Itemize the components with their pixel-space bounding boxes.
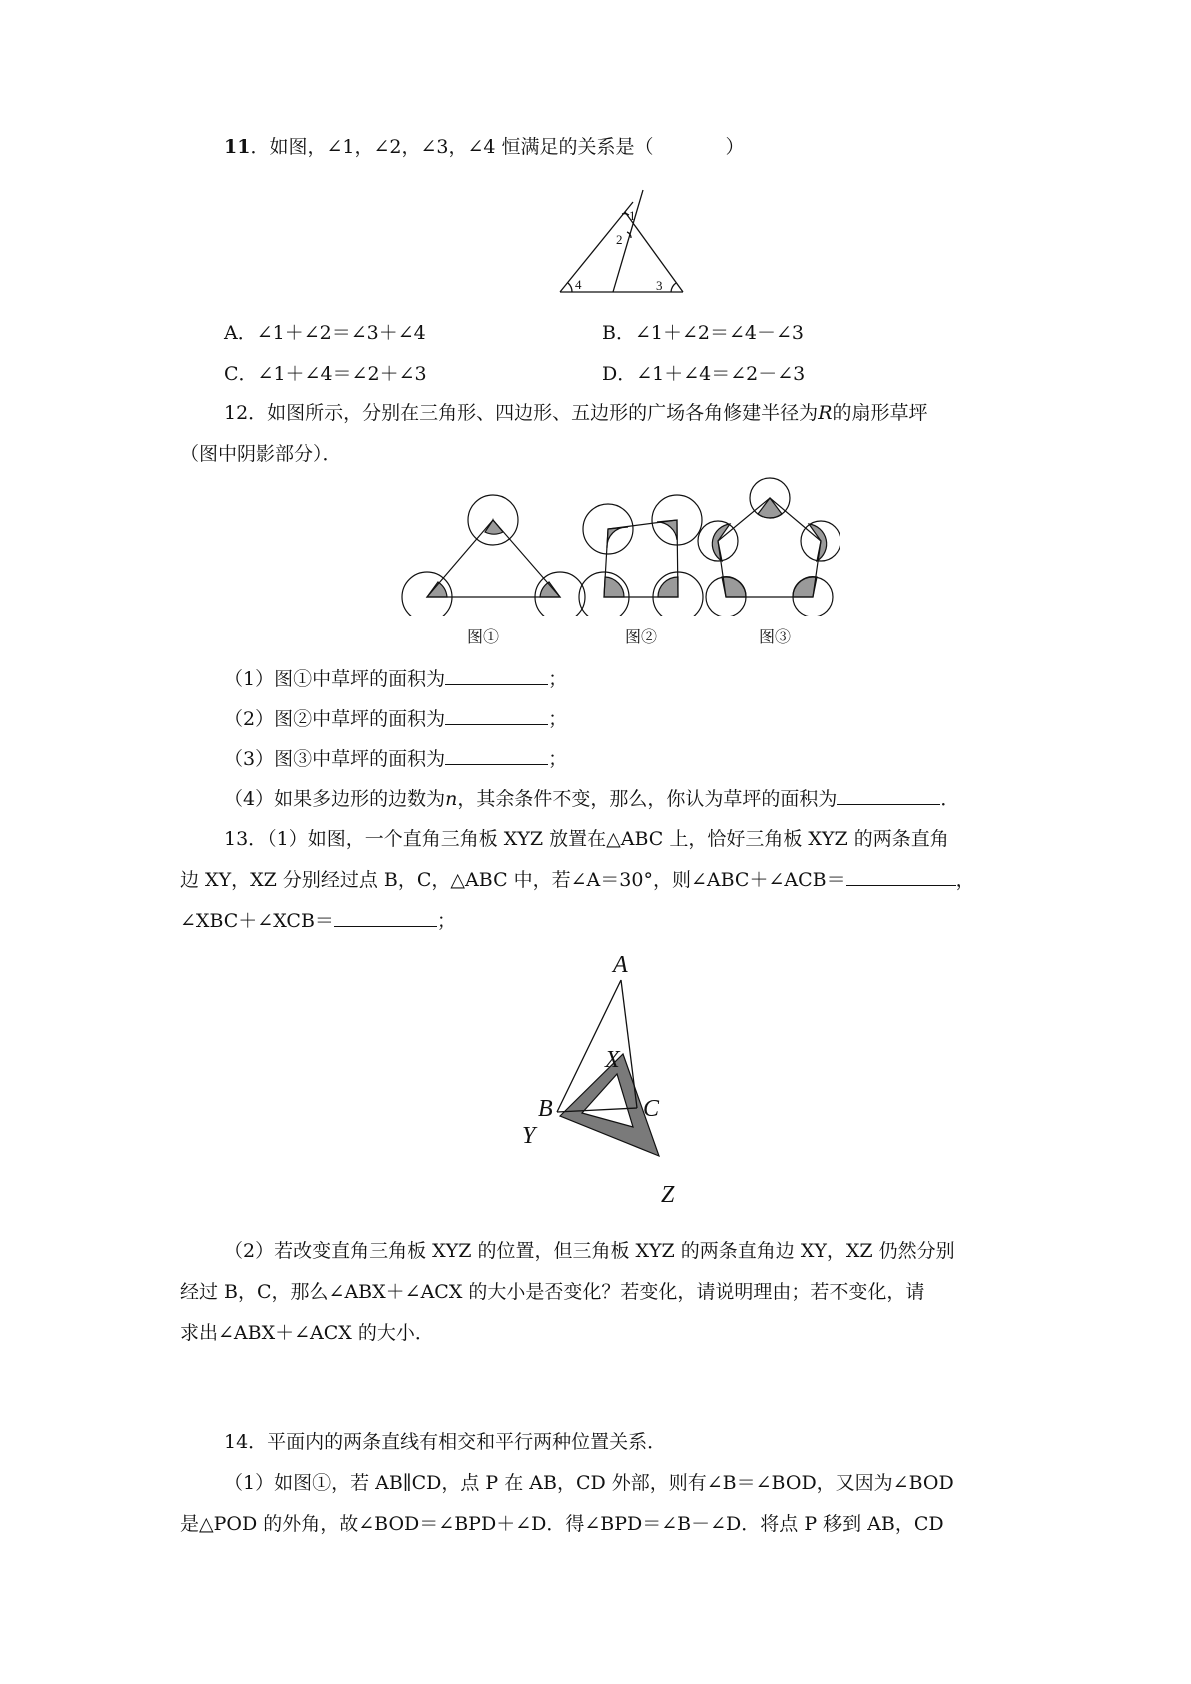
q11-option-c[interactable]: C．∠1＋∠4＝∠2＋∠3 <box>224 363 427 385</box>
q12-sub2 <box>224 706 567 732</box>
q14-line3: 是△POD 的外角，故∠BOD＝∠BPD＋∠D．得∠BPD＝∠B－∠D．将点 P 移到 AB，CD <box>180 1513 944 1535</box>
q12-sub1 <box>224 666 567 692</box>
q11-option-b[interactable]: B．∠1＋∠2＝∠4－∠3 <box>602 322 804 344</box>
q11-angle-1: 1 <box>629 208 636 223</box>
q13-blank-xbc-xcb[interactable] <box>334 908 437 927</box>
q11-figure <box>555 188 695 298</box>
q13-blank-abc-acb[interactable] <box>846 867 956 886</box>
q12-sub4-text-2: ，其余条件不变，那么，你认为草坪的面积为 <box>457 788 838 810</box>
q12-stem-line1 <box>224 400 928 426</box>
q12-var-r: R <box>818 402 833 424</box>
q13-line2-text: 边 XY，XZ 分别经过点 B，C，△ABC 中，若∠A＝30°，则∠ABC＋∠ACB＝ <box>180 869 846 891</box>
q13-semicolon: ； <box>436 910 456 932</box>
q12-stem-line2: （图中阴影部分）． <box>180 443 342 465</box>
q12-sub2-blank[interactable] <box>445 706 548 725</box>
q12-figure-2 <box>579 495 703 616</box>
q11-stem-close: ） <box>725 136 745 158</box>
q11-angle-2: 2 <box>616 232 623 247</box>
q11-stem <box>224 134 745 160</box>
q13-comma: ， <box>955 869 975 891</box>
q12-sub3-text: （3）图③中草坪的面积为 <box>224 748 446 770</box>
q12-caption-3: 图③ <box>759 627 792 646</box>
q13-label-x: X <box>605 1047 620 1073</box>
q12-sub4-period: ． <box>940 788 960 810</box>
q13-label-c: C <box>643 1096 660 1122</box>
q14-line1: 14．平面内的两条直线有相交和平行两种位置关系． <box>224 1431 667 1453</box>
q11-angle-3: 3 <box>656 278 663 293</box>
q13-line1: 13．（1）如图，一个直角三角板 XYZ 放置在△ABC 上，恰好三角板 XYZ 的两条直角 <box>224 828 949 850</box>
q11-angle-4: 4 <box>575 277 582 292</box>
q13-part2-line1: （2）若改变直角三角板 XYZ 的位置，但三角板 XYZ 的两条直角边 XY，XZ 仍然分别 <box>224 1240 955 1262</box>
q11-option-d[interactable]: D．∠1＋∠4＝∠2－∠3 <box>602 363 806 385</box>
q13-label-y: Y <box>522 1123 536 1149</box>
q12-sub4-text: （4）如果多边形的边数为 <box>224 788 446 810</box>
q12-sub2-semicolon: ； <box>548 708 568 730</box>
q13-figure <box>520 950 740 1215</box>
q11-option-a[interactable]: A．∠1＋∠2＝∠3＋∠4 <box>224 322 426 344</box>
q12-sub3-semicolon: ； <box>548 748 568 770</box>
q12-figures <box>400 476 840 616</box>
q12-sub1-blank[interactable] <box>445 666 548 685</box>
q13-line3-text: ∠XBC＋∠XCB＝ <box>180 910 334 932</box>
q12-caption-1: 图① <box>467 627 500 646</box>
q13-label-z: Z <box>661 1182 675 1208</box>
q12-caption-2: 图② <box>625 627 658 646</box>
q13-label-b: B <box>538 1096 553 1122</box>
q12-var-n: n <box>445 788 458 810</box>
q13-part2-line2: 经过 B，C，那么∠ABX＋∠ACX 的大小是否变化？若变化，请说明理由；若不变化，请 <box>180 1281 925 1303</box>
q13-label-a: A <box>613 952 628 978</box>
q12-sub2-text: （2）图②中草坪的面积为 <box>224 708 446 730</box>
q14-line2: （1）如图①，若 AB∥CD，点 P 在 AB，CD 外部，则有∠B＝∠BOD，又因为∠BOD <box>224 1472 954 1494</box>
q13-line2 <box>180 867 975 893</box>
q11-stem-text: ．如图，∠1，∠2，∠3，∠4 恒满足的关系是（ <box>250 136 654 158</box>
q12-stem-text-2: 的扇形草坪 <box>832 402 928 424</box>
q12-sub4-blank[interactable] <box>837 786 940 805</box>
q12-sub3-blank[interactable] <box>445 746 548 765</box>
q12-sub3 <box>224 746 567 772</box>
q12-sub1-text: （1）图①中草坪的面积为 <box>224 668 446 690</box>
q13-line3 <box>180 908 456 934</box>
q13-part2-line3: 求出∠ABX＋∠ACX 的大小． <box>180 1322 434 1344</box>
q12-sub4 <box>224 786 959 812</box>
q12-sub1-semicolon: ； <box>548 668 568 690</box>
q12-stem-text: 12．如图所示，分别在三角形、四边形、五边形的广场各角修建半径为 <box>224 402 819 424</box>
q12-figure-1 <box>402 495 585 616</box>
q12-figure-3 <box>698 478 840 616</box>
q11-number: 11 <box>224 136 251 158</box>
